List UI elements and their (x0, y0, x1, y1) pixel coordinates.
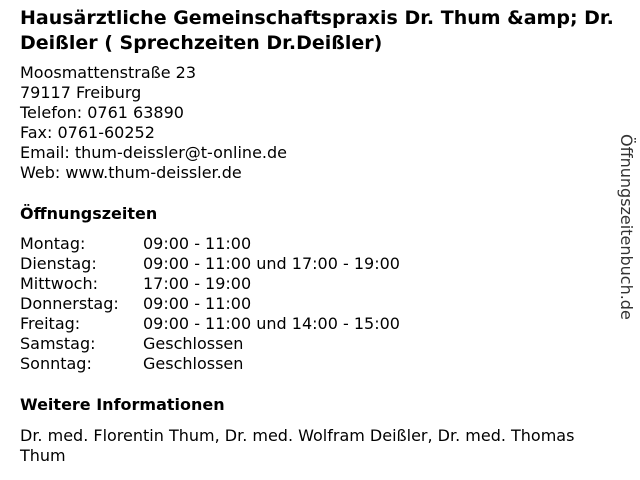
opening-hours-heading: Öffnungszeiten (20, 204, 158, 223)
hours-row-tuesday (20, 254, 620, 274)
hours-time: 09:00 - 11:00 und 14:00 - 15:00 (143, 314, 400, 333)
hours-row-thursday (20, 294, 620, 314)
doctors-list: Dr. med. Florentin Thum, Dr. med. Wolfram Deißler, Dr. med. Thomas Thum (20, 426, 575, 465)
practice-title: Hausärztliche Gemeinschaftspraxis Dr. Thum &amp; Dr. Deißler ( Sprechzeiten Dr.Deißler) (20, 7, 614, 54)
hours-day: Donnerstag: (20, 294, 119, 313)
opening-hours-table (20, 234, 620, 374)
hours-time: 09:00 - 11:00 (143, 294, 252, 313)
watermark-site-name: Öffnungszeitenbuch.de (617, 134, 636, 320)
street: Moosmattenstraße 23 (20, 63, 196, 82)
hours-row-saturday (20, 334, 620, 354)
hours-row-wednesday (20, 274, 620, 294)
email: Email: thum-deissler@t-online.de (20, 143, 287, 162)
hours-time: 09:00 - 11:00 (143, 234, 252, 253)
hours-time: 09:00 - 11:00 und 17:00 - 19:00 (143, 254, 400, 273)
hours-day: Sonntag: (20, 354, 92, 373)
website: Web: www.thum-deissler.de (20, 163, 242, 182)
hours-time: Geschlossen (143, 334, 244, 353)
hours-row-sunday (20, 354, 620, 374)
hours-time: 17:00 - 19:00 (143, 274, 252, 293)
hours-day: Samstag: (20, 334, 96, 353)
address-block (20, 63, 620, 183)
hours-time: Geschlossen (143, 354, 244, 373)
hours-day: Montag: (20, 234, 86, 253)
phone: Telefon: 0761 63890 (20, 103, 184, 122)
city: 79117 Freiburg (20, 83, 142, 102)
hours-day: Dienstag: (20, 254, 97, 273)
more-info-heading: Weitere Informationen (20, 395, 225, 414)
fax: Fax: 0761-60252 (20, 123, 155, 142)
hours-day: Freitag: (20, 314, 81, 333)
hours-row-monday (20, 234, 620, 254)
practice-info-card (20, 0, 620, 466)
hours-row-friday (20, 314, 620, 334)
hours-day: Mittwoch: (20, 274, 98, 293)
